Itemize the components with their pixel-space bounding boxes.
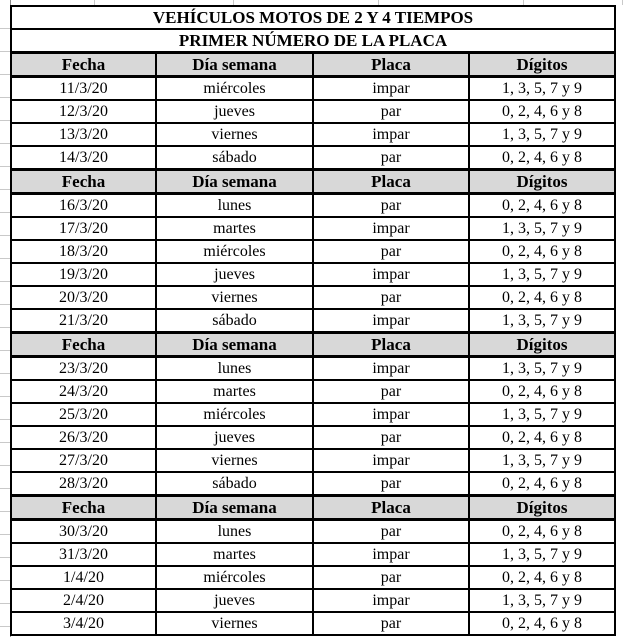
date-cell: 26/3/20 <box>11 426 156 449</box>
sheet-gridline <box>0 143 10 144</box>
table-row <box>11 566 615 589</box>
date-cell: 25/3/20 <box>11 403 156 426</box>
digits-cell: 0, 2, 4, 6 y 8 <box>469 380 615 403</box>
plate-parity-cell: impar <box>313 263 469 286</box>
date-cell: 3/4/20 <box>11 612 156 635</box>
sheet-gridline <box>0 488 10 489</box>
section-header-row <box>11 333 615 357</box>
sheet-gridline <box>0 189 10 190</box>
section-header-row <box>11 53 615 77</box>
plate-parity-cell: impar <box>313 589 469 612</box>
column-header-placa: Placa <box>313 496 469 520</box>
digits-cell: 0, 2, 4, 6 y 8 <box>469 240 615 263</box>
digits-cell: 0, 2, 4, 6 y 8 <box>469 286 615 309</box>
table-subtitle-row <box>11 29 615 53</box>
sheet-gridline <box>0 626 10 627</box>
weekday-cell: miércoles <box>156 566 313 589</box>
date-cell: 13/3/20 <box>11 123 156 146</box>
plate-parity-cell: par <box>313 286 469 309</box>
column-header-placa: Placa <box>313 53 469 77</box>
date-cell: 30/3/20 <box>11 520 156 544</box>
column-header-fecha: Fecha <box>11 53 156 77</box>
table-row <box>11 520 615 544</box>
sheet-gridline <box>0 534 10 535</box>
sheet-gridline <box>0 51 10 52</box>
date-cell: 24/3/20 <box>11 380 156 403</box>
plate-parity-cell: impar <box>313 123 469 146</box>
table-row <box>11 309 615 333</box>
plate-parity-cell: par <box>313 520 469 544</box>
date-cell: 17/3/20 <box>11 217 156 240</box>
weekday-cell: viernes <box>156 449 313 472</box>
table-title: VEHÍCULOS MOTOS DE 2 Y 4 TIEMPOS <box>11 6 615 29</box>
table-subtitle: PRIMER NÚMERO DE LA PLACA <box>11 29 615 53</box>
digits-cell: 0, 2, 4, 6 y 8 <box>469 520 615 544</box>
weekday-cell: martes <box>156 217 313 240</box>
digits-cell: 0, 2, 4, 6 y 8 <box>469 566 615 589</box>
sheet-gridline <box>0 74 10 75</box>
plate-parity-cell: impar <box>313 77 469 101</box>
date-cell: 19/3/20 <box>11 263 156 286</box>
weekday-cell: lunes <box>156 520 313 544</box>
digits-cell: 0, 2, 4, 6 y 8 <box>469 194 615 218</box>
digits-cell: 1, 3, 5, 7 y 9 <box>469 449 615 472</box>
section-header-row <box>11 496 615 520</box>
date-cell: 27/3/20 <box>11 449 156 472</box>
sheet-gridline <box>0 235 10 236</box>
sheet-gridline <box>0 580 10 581</box>
plate-parity-cell: impar <box>313 309 469 333</box>
date-cell: 20/3/20 <box>11 286 156 309</box>
sheet-gridline <box>0 166 10 167</box>
table-row <box>11 426 615 449</box>
weekday-cell: sábado <box>156 146 313 170</box>
digits-cell: 1, 3, 5, 7 y 9 <box>469 403 615 426</box>
weekday-cell: martes <box>156 543 313 566</box>
weekday-cell: miércoles <box>156 403 313 426</box>
weekday-cell: miércoles <box>156 240 313 263</box>
sheet-gridline <box>0 304 10 305</box>
column-header-fecha: Fecha <box>11 170 156 194</box>
column-header-dia-semana: Día semana <box>156 53 313 77</box>
sheet-gridline <box>622 0 623 5</box>
column-header-digitos: Dígitos <box>469 53 615 77</box>
table-row <box>11 543 615 566</box>
sheet-gridline <box>0 442 10 443</box>
column-header-fecha: Fecha <box>11 496 156 520</box>
plate-parity-cell: impar <box>313 357 469 381</box>
plate-parity-cell: par <box>313 380 469 403</box>
table-row <box>11 380 615 403</box>
date-cell: 16/3/20 <box>11 194 156 218</box>
digits-cell: 0, 2, 4, 6 y 8 <box>469 146 615 170</box>
sheet-gridline <box>0 327 10 328</box>
digits-cell: 1, 3, 5, 7 y 9 <box>469 543 615 566</box>
weekday-cell: martes <box>156 380 313 403</box>
plate-parity-cell: par <box>313 566 469 589</box>
table-row <box>11 240 615 263</box>
date-cell: 31/3/20 <box>11 543 156 566</box>
table-row <box>11 263 615 286</box>
date-cell: 23/3/20 <box>11 357 156 381</box>
table-row <box>11 472 615 496</box>
column-header-dia-semana: Día semana <box>156 170 313 194</box>
table-row <box>11 100 615 123</box>
table-row <box>11 589 615 612</box>
date-cell: 11/3/20 <box>11 77 156 101</box>
column-header-digitos: Dígitos <box>469 170 615 194</box>
weekday-cell: jueves <box>156 589 313 612</box>
section-header-row <box>11 170 615 194</box>
sheet-gridline <box>0 350 10 351</box>
table-row <box>11 612 615 635</box>
plate-parity-cell: par <box>313 472 469 496</box>
weekday-cell: lunes <box>156 357 313 381</box>
sheet-gridline <box>0 396 10 397</box>
weekday-cell: jueves <box>156 100 313 123</box>
date-cell: 1/4/20 <box>11 566 156 589</box>
sheet-gridline <box>0 373 10 374</box>
column-header-fecha: Fecha <box>11 333 156 357</box>
table-row <box>11 286 615 309</box>
weekday-cell: miércoles <box>156 77 313 101</box>
weekday-cell: viernes <box>156 612 313 635</box>
digits-cell: 0, 2, 4, 6 y 8 <box>469 426 615 449</box>
date-cell: 14/3/20 <box>11 146 156 170</box>
table-row <box>11 123 615 146</box>
table-row <box>11 146 615 170</box>
table-title-row <box>11 6 615 29</box>
table-row <box>11 217 615 240</box>
plate-parity-cell: par <box>313 146 469 170</box>
table-row <box>11 403 615 426</box>
date-cell: 21/3/20 <box>11 309 156 333</box>
weekday-cell: sábado <box>156 472 313 496</box>
plate-parity-cell: impar <box>313 449 469 472</box>
vehicle-restriction-table <box>10 5 616 636</box>
sheet-gridline <box>0 419 10 420</box>
sheet-gridline <box>0 511 10 512</box>
table-row <box>11 357 615 381</box>
weekday-cell: jueves <box>156 263 313 286</box>
column-header-dia-semana: Día semana <box>156 333 313 357</box>
sheet-gridline <box>0 258 10 259</box>
digits-cell: 1, 3, 5, 7 y 9 <box>469 123 615 146</box>
plate-parity-cell: par <box>313 100 469 123</box>
plate-parity-cell: par <box>313 240 469 263</box>
sheet-gridline <box>0 212 10 213</box>
digits-cell: 1, 3, 5, 7 y 9 <box>469 263 615 286</box>
date-cell: 18/3/20 <box>11 240 156 263</box>
plate-parity-cell: impar <box>313 217 469 240</box>
plate-parity-cell: par <box>313 426 469 449</box>
digits-cell: 1, 3, 5, 7 y 9 <box>469 357 615 381</box>
plate-parity-cell: impar <box>313 543 469 566</box>
column-header-digitos: Dígitos <box>469 496 615 520</box>
weekday-cell: sábado <box>156 309 313 333</box>
weekday-cell: viernes <box>156 286 313 309</box>
plate-parity-cell: par <box>313 194 469 218</box>
digits-cell: 1, 3, 5, 7 y 9 <box>469 589 615 612</box>
plate-parity-cell: par <box>313 612 469 635</box>
digits-cell: 0, 2, 4, 6 y 8 <box>469 472 615 496</box>
digits-cell: 0, 2, 4, 6 y 8 <box>469 612 615 635</box>
plate-parity-cell: impar <box>313 403 469 426</box>
digits-cell: 1, 3, 5, 7 y 9 <box>469 217 615 240</box>
date-cell: 2/4/20 <box>11 589 156 612</box>
column-header-digitos: Dígitos <box>469 333 615 357</box>
digits-cell: 1, 3, 5, 7 y 9 <box>469 309 615 333</box>
digits-cell: 1, 3, 5, 7 y 9 <box>469 77 615 101</box>
sheet-gridline <box>0 281 10 282</box>
sheet-gridline <box>0 28 10 29</box>
weekday-cell: viernes <box>156 123 313 146</box>
digits-cell: 0, 2, 4, 6 y 8 <box>469 100 615 123</box>
column-header-placa: Placa <box>313 333 469 357</box>
sheet-gridline <box>0 120 10 121</box>
sheet-gridline <box>0 557 10 558</box>
table-row <box>11 77 615 101</box>
table-row <box>11 449 615 472</box>
sheet-gridline <box>0 465 10 466</box>
sheet-gridline <box>0 603 10 604</box>
weekday-cell: lunes <box>156 194 313 218</box>
table-row <box>11 194 615 218</box>
sheet-gridline <box>0 97 10 98</box>
date-cell: 12/3/20 <box>11 100 156 123</box>
date-cell: 28/3/20 <box>11 472 156 496</box>
column-header-dia-semana: Día semana <box>156 496 313 520</box>
weekday-cell: jueves <box>156 426 313 449</box>
column-header-placa: Placa <box>313 170 469 194</box>
